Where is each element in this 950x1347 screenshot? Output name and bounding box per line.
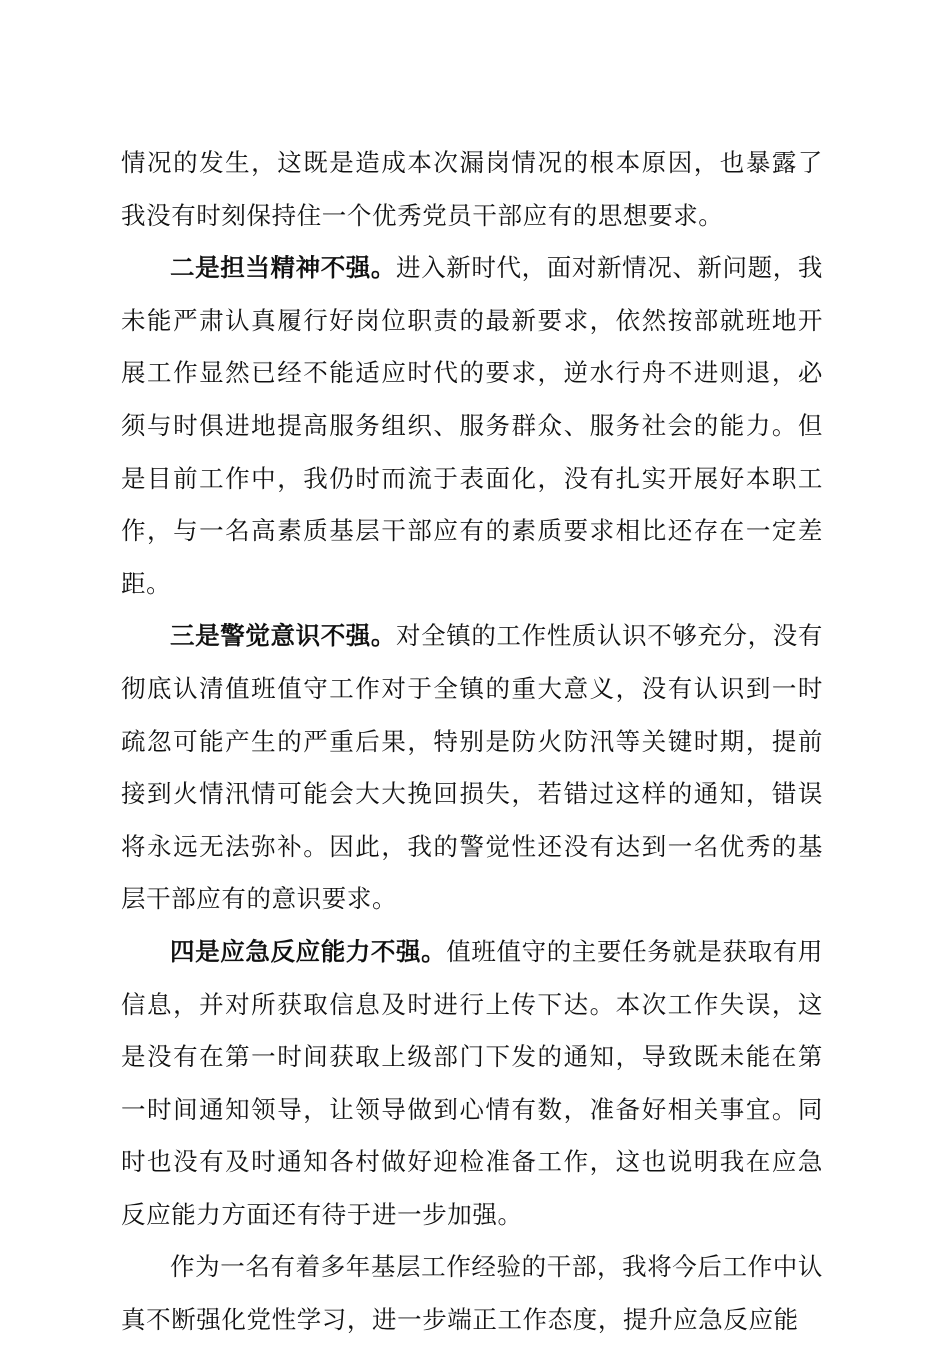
paragraph-text: 进入新时代，面对新情况、新问题，我未能严肃认真履行好岗位职责的最新要求，依然按部就班地开展工作显然已经不能适应时代的要求，逆水行舟不进则退，必须与时俱进地提高服务组织、服务群众、服务社会的能力。但是目前工作中，我仍时而流于表面化，没有扎实开展好本职工作，与一名高素质基层干部应有的素质要求相比还存在一定差距。 <box>121 253 823 598</box>
paragraph-lead-heading: 二是担当精神不强。 <box>170 253 397 283</box>
document-body <box>121 137 823 1347</box>
paragraph-point-two <box>121 242 823 610</box>
paragraph-text: 情况的发生，这既是造成本次漏岗情况的根本原因，也暴露了我没有时刻保持住一个优秀党员干部应有的思想要求。 <box>121 148 823 230</box>
paragraph-conclusion <box>121 1241 823 1346</box>
paragraph-text: 值班值守的主要任务就是获取有用信息，并对所获取信息及时进行上传下达。本次工作失误，这是没有在第一时间获取上级部门下发的通知，导致既未能在第一时间通知领导，让领导做到心情有数，准备好相关事宜。同时也没有及时通知各村做好迎检准备工作，这也说明我在应急反应能力方面还有待于进一步加强。 <box>121 936 823 1229</box>
paragraph-lead-heading: 三是警觉意识不强。 <box>170 621 397 651</box>
paragraph-continuation <box>121 137 823 242</box>
paragraph-point-three <box>121 610 823 926</box>
paragraph-point-four <box>121 926 823 1242</box>
paragraph-lead-heading: 四是应急反应能力不强。 <box>170 936 447 966</box>
paragraph-text: 对全镇的工作性质认识不够充分，没有彻底认清值班值守工作对于全镇的重大意义，没有认识到一时疏忽可能产生的严重后果，特别是防火防汛等关键时期，提前接到火情汛情可能会大大挽回损失，若错过这样的通知，错误将永远无法弥补。因此，我的警觉性还没有达到一名优秀的基层干部应有的意识要求。 <box>121 621 823 914</box>
paragraph-text: 作为一名有着多年基层工作经验的干部，我将今后工作中认真不断强化党性学习，进一步端正工作态度，提升应急反应能 <box>121 1252 823 1335</box>
